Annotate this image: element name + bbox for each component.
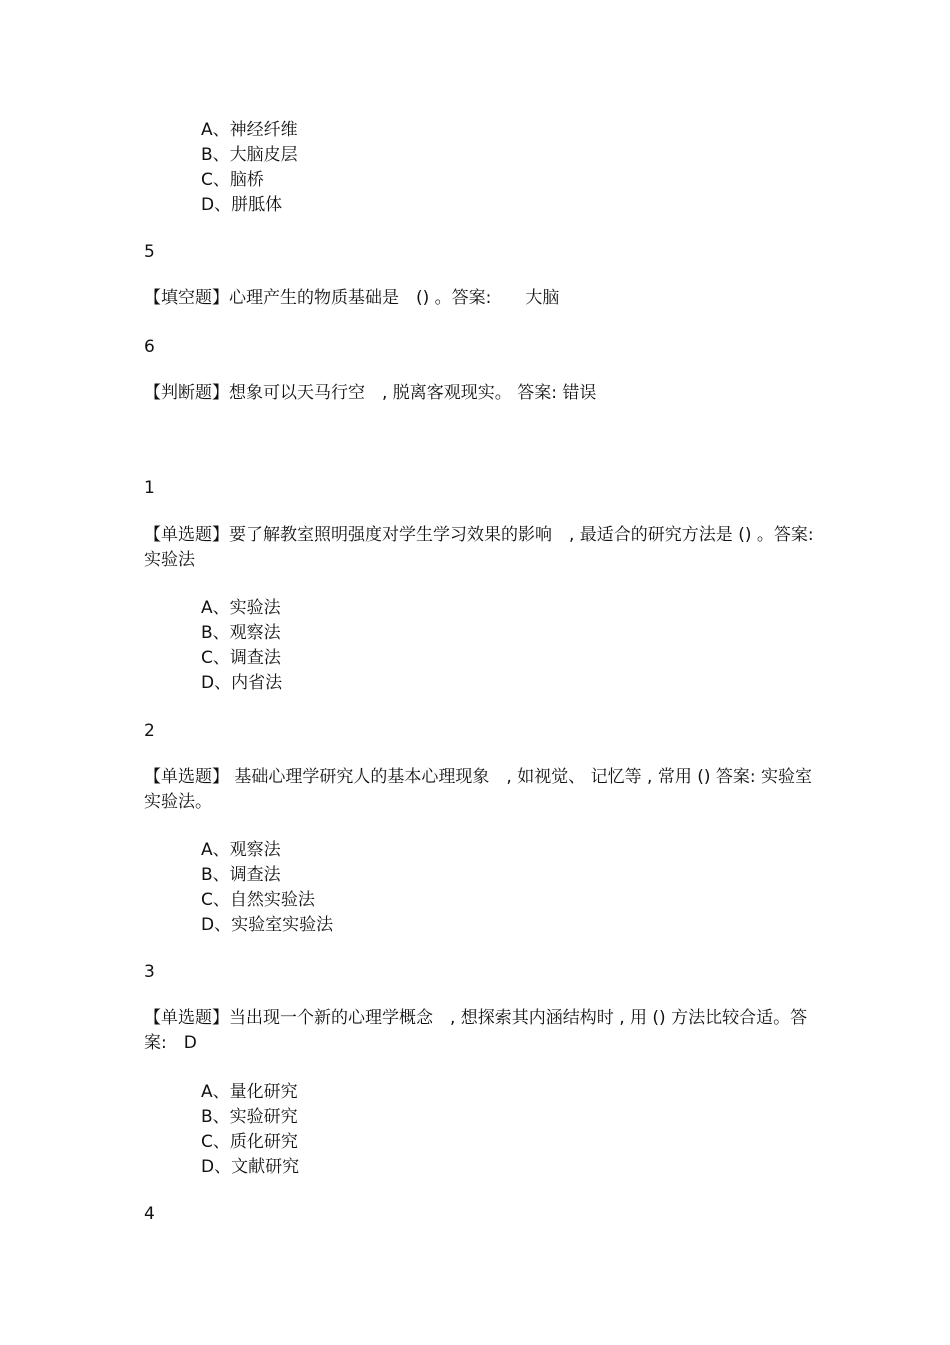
option-a: A、实验法: [201, 598, 281, 618]
question-text: 【单选题】要了解教室照明强度对学生学习效果的影响 , 最适合的研究方法是 () 。答案: 实验法: [144, 525, 814, 570]
option-d: D、内省法: [201, 673, 283, 693]
question-number: 6: [144, 337, 155, 357]
option-b: B、大脑皮层: [201, 145, 298, 165]
question-text: 【单选题】当出现一个新的心理学概念 , 想探索其内涵结构时 , 用 () 方法比较合适。答案: D: [144, 1008, 808, 1053]
option-b: B、实验研究: [201, 1107, 298, 1127]
option-a: A、量化研究: [201, 1082, 298, 1102]
option-d: D、文献研究: [201, 1157, 300, 1177]
option-c: C、自然实验法: [201, 890, 315, 910]
option-list: [201, 1080, 299, 1180]
question-number: 4: [144, 1204, 155, 1224]
question-number: 1: [144, 478, 155, 498]
question-text: 【单选题】 基础心理学研究人的基本心理现象 , 如视觉、 记忆等 , 常用 () 答案: 实验室实验法。: [144, 767, 813, 812]
option-c: C、脑桥: [201, 170, 264, 190]
option-a: A、神经纤维: [201, 120, 298, 140]
question-text: 【判断题】想象可以天马行空 , 脱离客观现实。 答案: 错误: [144, 383, 597, 403]
option-d: D、实验室实验法: [201, 915, 334, 935]
option-b: B、观察法: [201, 623, 281, 643]
option-c: C、调查法: [201, 648, 281, 668]
question-number: 3: [144, 962, 155, 982]
option-b: B、调查法: [201, 865, 281, 885]
option-list: [201, 838, 333, 938]
option-list: [201, 596, 282, 696]
question-text: 【填空题】心理产生的物质基础是 () 。答案: 大脑: [144, 288, 560, 308]
option-d: D、胼胝体: [201, 195, 283, 215]
option-list-top: [201, 118, 298, 218]
option-c: C、质化研究: [201, 1132, 298, 1152]
option-a: A、观察法: [201, 840, 281, 860]
question-number: 5: [144, 242, 155, 262]
question-number: 2: [144, 721, 155, 741]
